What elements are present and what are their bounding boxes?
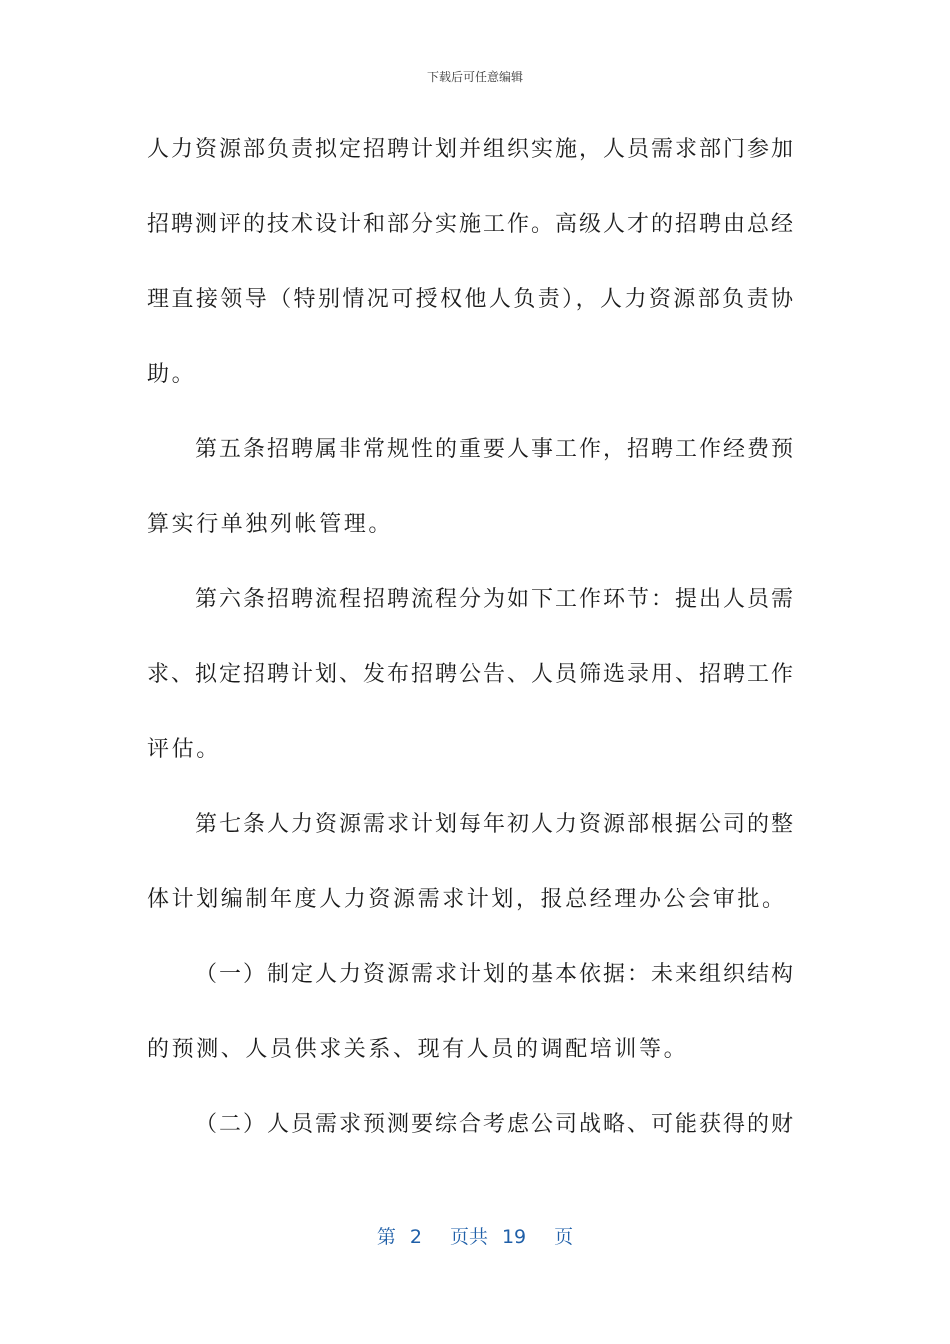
text-line: 第五条招聘属非常规性的重要人事工作，招聘工作经费预 <box>195 437 793 462</box>
text-line: 助。 <box>147 362 197 387</box>
page-prefix: 第 <box>376 1226 396 1248</box>
text-line: 理直接领导（特别情况可授权他人负责），人力资源部负责协 <box>147 287 793 312</box>
text-line: 体计划编制年度人力资源需求计划，报总经理办公会审批。 <box>147 887 787 912</box>
text-line: 的预测、人员供求关系、现有人员的调配培训等。 <box>147 1037 689 1062</box>
text-line: 招聘测评的技术设计和部分实施工作。高级人才的招聘由总经 <box>147 212 793 237</box>
text-line: 人力资源部负责拟定招聘计划并组织实施，人员需求部门参加 <box>147 137 793 162</box>
page-header: 下载后可任意编辑 <box>426 70 523 84</box>
text-line: （二）人员需求预测要综合考虑公司战略、可能获得的财 <box>195 1112 793 1137</box>
document-body <box>147 112 793 1162</box>
page-current: 2 <box>409 1226 422 1248</box>
page-suffix: 页 <box>554 1226 574 1248</box>
text-line: 评估。 <box>147 737 221 762</box>
text-line: 第七条人力资源需求计划每年初人力资源部根据公司的整 <box>195 812 793 837</box>
text-line: （一）制定人力资源需求计划的基本依据：未来组织结构 <box>195 962 793 987</box>
page-mid: 页共 <box>449 1226 488 1248</box>
text-line: 第六条招聘流程招聘流程分为如下工作环节：提出人员需 <box>195 587 793 612</box>
page-footer <box>0 1222 950 1249</box>
text-line: 算实行单独列帐管理。 <box>147 512 394 537</box>
text-line: 求、拟定招聘计划、发布招聘公告、人员筛选录用、招聘工作 <box>147 662 793 687</box>
page-total: 19 <box>501 1226 527 1248</box>
